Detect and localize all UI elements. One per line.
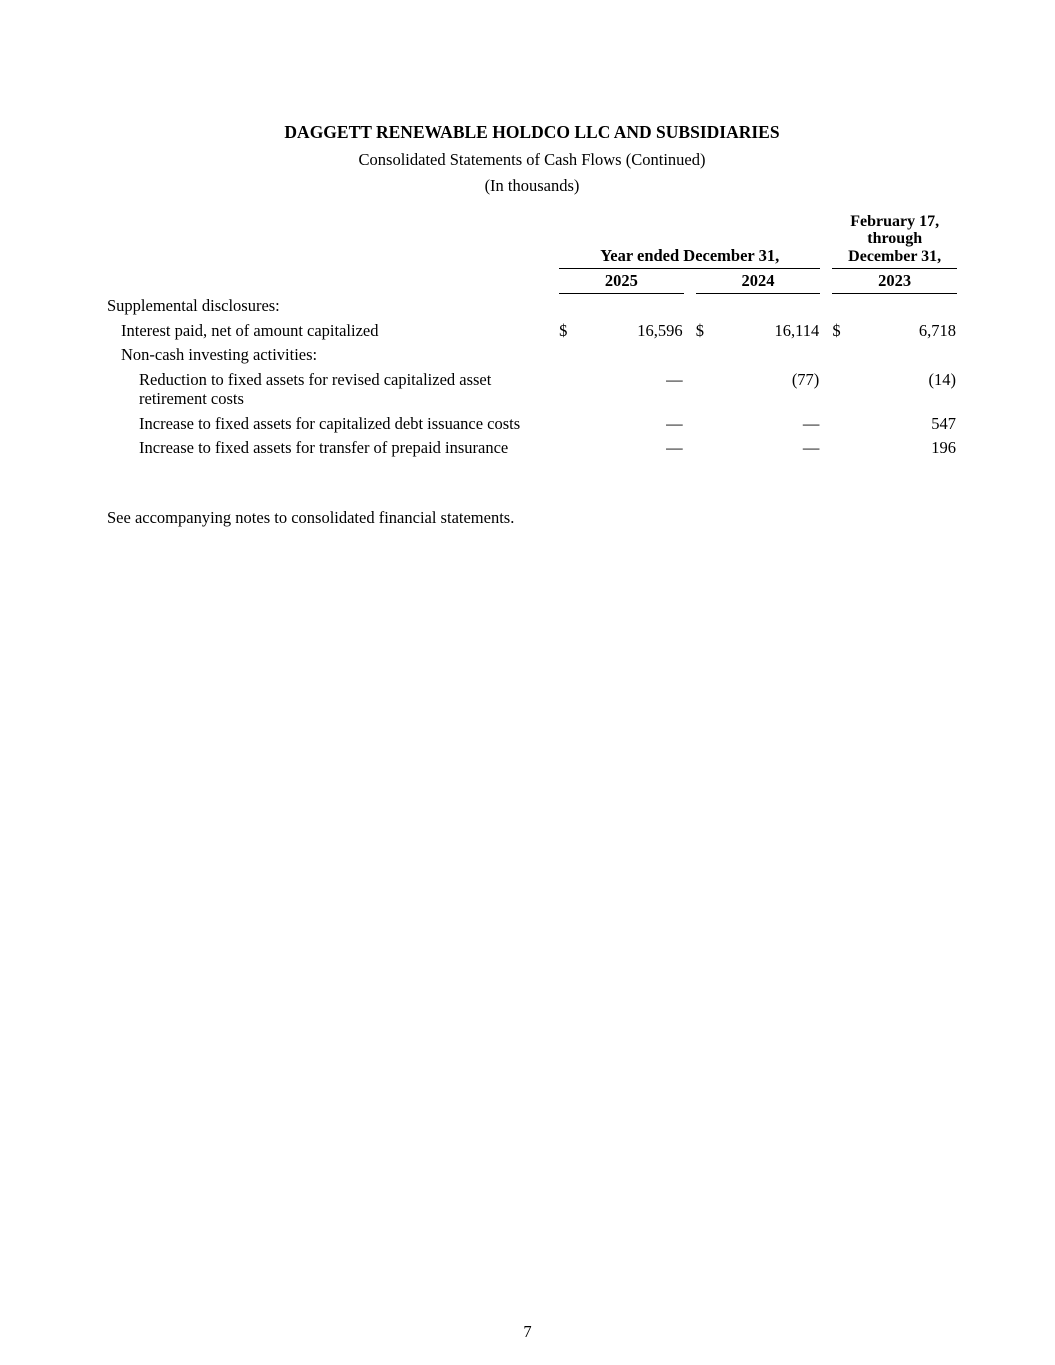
table-row	[107, 318, 957, 342]
gap-cell	[684, 411, 696, 435]
currency-symbol	[559, 342, 579, 366]
currency-symbol	[832, 342, 852, 366]
value-2023	[852, 293, 957, 317]
currency-symbol	[559, 293, 579, 317]
right-header-line1: February 17,	[850, 212, 940, 230]
year-header-2023: 2023	[832, 269, 957, 293]
company-title: DAGGETT RENEWABLE HOLDCO LLC AND SUBSIDIARIES	[284, 122, 780, 142]
table-row	[107, 367, 957, 411]
currency-symbol	[696, 367, 716, 411]
header-gap-cell	[820, 269, 832, 293]
value-2023: 196	[931, 438, 956, 458]
header-row-span	[107, 210, 957, 269]
accompanying-notes-text: See accompanying notes to consolidated financial statements.	[107, 507, 515, 527]
value-2025: —	[666, 413, 683, 433]
currency-symbol	[559, 435, 579, 459]
row-label: Increase to fixed assets for capitalized debt issuance costs	[139, 413, 521, 433]
row-label: Increase to fixed assets for transfer of prepaid insurance	[139, 438, 509, 458]
currency-symbol: $	[695, 320, 704, 340]
document-page	[0, 0, 1055, 527]
right-header-line3: December 31,	[848, 247, 942, 265]
currency-symbol	[559, 411, 579, 435]
right-column-header	[832, 210, 957, 269]
currency-symbol: $	[559, 320, 568, 340]
value-2024: 16,114	[774, 320, 820, 340]
gap-cell	[820, 435, 832, 459]
gap-cell	[820, 342, 832, 366]
currency-symbol	[696, 435, 716, 459]
page-number: 7	[523, 1321, 532, 1341]
table-row	[107, 435, 957, 459]
gap-cell	[820, 411, 832, 435]
currency-symbol	[832, 367, 852, 411]
header-gap-cell	[684, 269, 696, 293]
statement-subtitle: Consolidated Statements of Cash Flows (Continued)	[358, 149, 706, 169]
header-empty-cell	[107, 210, 559, 269]
gap-cell	[684, 435, 696, 459]
gap-cell	[820, 367, 832, 411]
currency-symbol	[696, 342, 716, 366]
table-row	[107, 411, 957, 435]
currency-symbol: $	[832, 320, 841, 340]
gap-cell	[820, 318, 832, 342]
value-2025	[579, 342, 683, 366]
gap-cell	[684, 318, 696, 342]
document-heading	[107, 122, 957, 196]
table-row	[107, 293, 957, 317]
gap-cell	[684, 367, 696, 411]
cash-flow-table	[107, 210, 957, 460]
value-2023: (14)	[928, 369, 956, 389]
units-note: (In thousands)	[484, 176, 580, 196]
year-header-2025: 2025	[559, 269, 684, 293]
header-row-years	[107, 269, 957, 293]
row-label: Interest paid, net of amount capitalized	[121, 320, 379, 340]
span-column-header: Year ended December 31,	[559, 210, 820, 269]
value-2023: 547	[931, 413, 956, 433]
row-label: Non-cash investing activities:	[121, 345, 318, 365]
value-2024: —	[802, 413, 820, 433]
gap-cell	[684, 342, 696, 366]
value-2024: —	[802, 438, 820, 458]
currency-symbol	[832, 293, 852, 317]
currency-symbol	[832, 435, 852, 459]
value-2024: (77)	[791, 369, 820, 389]
header-gap-cell	[820, 210, 832, 269]
currency-symbol	[696, 411, 716, 435]
value-2023: 6,718	[918, 320, 956, 340]
currency-symbol	[559, 367, 579, 411]
table-row	[107, 342, 957, 366]
row-label: Supplemental disclosures:	[107, 296, 280, 316]
value-2025: —	[666, 438, 683, 458]
currency-symbol	[696, 293, 716, 317]
value-2025: 16,596	[637, 320, 683, 340]
gap-cell	[684, 293, 696, 317]
value-2025	[579, 293, 683, 317]
header-empty-cell	[107, 269, 559, 293]
gap-cell	[820, 293, 832, 317]
value-2025: —	[666, 369, 683, 389]
currency-symbol	[832, 411, 852, 435]
year-header-2024: 2024	[696, 269, 821, 293]
value-2023	[852, 342, 957, 366]
row-label: Reduction to fixed assets for revised capitalized asset retirement costs	[139, 369, 492, 409]
right-header-line2: through	[867, 230, 923, 248]
value-2024	[716, 293, 821, 317]
value-2024	[716, 342, 821, 366]
